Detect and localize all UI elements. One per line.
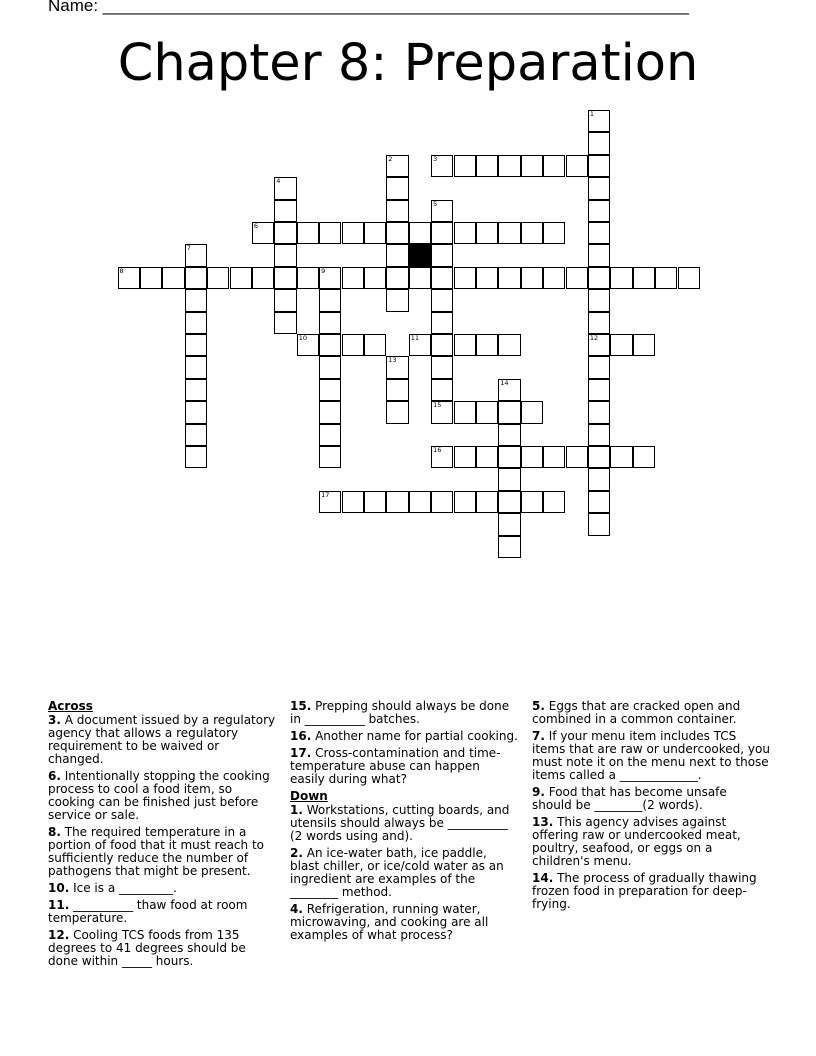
grid-cell[interactable] xyxy=(588,446,610,468)
grid-cell[interactable] xyxy=(588,289,610,311)
grid-cell[interactable] xyxy=(498,334,520,356)
grid-cell[interactable] xyxy=(409,491,431,513)
grid-cell[interactable] xyxy=(633,267,655,289)
grid-cell[interactable] xyxy=(386,200,408,222)
grid-cell[interactable] xyxy=(588,424,610,446)
black-square xyxy=(409,244,431,266)
clue-down-13: 13. This agency advises against offering raw or undercooked meat, poultry, seafood, or eggs on a children's menu. xyxy=(532,815,741,868)
clues-column-1 xyxy=(48,700,276,972)
grid-cell[interactable] xyxy=(431,289,453,311)
grid-cell[interactable] xyxy=(588,110,610,132)
grid-cell[interactable] xyxy=(476,446,498,468)
clue-down-5: 5. Eggs that are cracked open and combined in a common container. xyxy=(532,699,741,726)
grid-cell[interactable] xyxy=(498,424,520,446)
clue-down-9: 9. Food that has become unsafe should be ________(2 words). xyxy=(532,785,727,812)
clue-number-label: 17 xyxy=(321,490,330,499)
grid-cell[interactable] xyxy=(431,200,453,222)
grid-cell[interactable] xyxy=(319,379,341,401)
grid-cell[interactable] xyxy=(476,155,498,177)
grid-cell[interactable] xyxy=(431,267,453,289)
grid-cell[interactable] xyxy=(476,222,498,244)
grid-cell[interactable] xyxy=(386,356,408,378)
clue-number-label: 16 xyxy=(433,446,442,454)
grid-cell[interactable] xyxy=(454,401,476,423)
grid-cell[interactable] xyxy=(431,244,453,266)
grid-cell[interactable] xyxy=(386,491,408,513)
grid-cell[interactable] xyxy=(476,491,498,513)
grid-cell[interactable] xyxy=(386,267,408,289)
grid-cell[interactable] xyxy=(319,222,341,244)
grid-cell[interactable] xyxy=(454,491,476,513)
grid-cell[interactable] xyxy=(521,222,543,244)
grid-cell[interactable] xyxy=(610,446,632,468)
grid-cell[interactable] xyxy=(274,267,296,289)
grid-cell[interactable] xyxy=(252,222,274,244)
grid-cell[interactable] xyxy=(364,334,386,356)
clue-across-17: 17. Cross-contamination and time-temperature abuse can happen easily during what? xyxy=(290,746,501,786)
clue-number-label: 5 xyxy=(433,199,438,208)
grid-cell[interactable] xyxy=(185,401,207,423)
clue-down-7: 7. If your menu item includes TCS items that are raw or undercooked, you must note it on the menu next to those items called a _____________. xyxy=(532,729,770,782)
grid-cell[interactable] xyxy=(588,267,610,289)
grid-cell[interactable] xyxy=(543,446,565,468)
grid-cell[interactable] xyxy=(342,334,364,356)
grid-cell[interactable] xyxy=(431,401,453,423)
clue-across-16: 16. Another name for partial cooking. xyxy=(290,729,518,743)
grid-cell[interactable] xyxy=(566,155,588,177)
grid-cell[interactable] xyxy=(566,446,588,468)
grid-cell[interactable] xyxy=(498,267,520,289)
grid-cell[interactable] xyxy=(409,267,431,289)
grid-cell[interactable] xyxy=(431,312,453,334)
across-heading: Across xyxy=(48,699,93,713)
grid-cell[interactable] xyxy=(498,155,520,177)
grid-cell[interactable] xyxy=(454,446,476,468)
grid-cell[interactable] xyxy=(454,334,476,356)
clue-number-label: 7 xyxy=(186,244,191,253)
grid-cell[interactable] xyxy=(297,222,319,244)
grid-cell[interactable] xyxy=(274,312,296,334)
clue-down-2: 2. An ice-water bath, ice paddle, blast chiller, or ice/cold water as an ingredient are examples of the ________ method. xyxy=(290,846,504,899)
clue-across-15: 15. Prepping should always be done in __________ batches. xyxy=(290,699,510,726)
name-field-label: Name: ______________________________________________________________ xyxy=(48,0,689,15)
grid-cell[interactable] xyxy=(498,446,520,468)
grid-cell[interactable] xyxy=(610,267,632,289)
grid-cell[interactable] xyxy=(454,267,476,289)
grid-cell[interactable] xyxy=(274,200,296,222)
grid-cell[interactable] xyxy=(543,222,565,244)
clue-across-11: 11. __________ thaw food at room temperature. xyxy=(48,898,248,925)
grid-cell[interactable] xyxy=(543,491,565,513)
grid-cell[interactable] xyxy=(543,267,565,289)
grid-cell[interactable] xyxy=(185,356,207,378)
grid-cell[interactable] xyxy=(476,267,498,289)
page-title: Chapter 8: Preparation xyxy=(117,34,699,93)
clue-across-3: 3. A document issued by a regulatory agency that allows a regulatory requirement to be waived or changed. xyxy=(48,713,276,766)
clue-number-label: 3 xyxy=(433,154,438,163)
grid-cell[interactable] xyxy=(498,513,520,535)
grid-cell[interactable] xyxy=(521,446,543,468)
clues-column-2 xyxy=(290,700,518,946)
clue-number-label: 12 xyxy=(589,334,599,342)
grid-cell[interactable] xyxy=(207,267,229,289)
grid-cell[interactable] xyxy=(364,267,386,289)
grid-cell[interactable] xyxy=(185,334,207,356)
grid-cell[interactable] xyxy=(342,267,364,289)
clue-number-label: 11 xyxy=(410,334,419,342)
grid-cell[interactable] xyxy=(409,334,431,356)
grid-cell[interactable] xyxy=(498,536,520,558)
grid-cell[interactable] xyxy=(364,222,386,244)
grid-cell[interactable] xyxy=(319,289,341,311)
grid-cell[interactable] xyxy=(230,267,252,289)
grid-cell[interactable] xyxy=(431,446,453,468)
grid-cell[interactable] xyxy=(588,401,610,423)
grid-cell[interactable] xyxy=(252,267,274,289)
clue-across-12: 12. Cooling TCS foods from 135 degrees to 41 degrees should be done within _____ hours. xyxy=(48,928,246,968)
grid-cell[interactable] xyxy=(386,379,408,401)
clue-number-label: 15 xyxy=(433,401,442,410)
grid-cell[interactable] xyxy=(431,222,453,244)
grid-cell[interactable] xyxy=(454,155,476,177)
grid-cell[interactable] xyxy=(633,446,655,468)
clues-column-3 xyxy=(532,700,770,915)
grid-cell[interactable] xyxy=(274,244,296,266)
grid-cell[interactable] xyxy=(342,222,364,244)
grid-cell[interactable] xyxy=(521,267,543,289)
grid-cell[interactable] xyxy=(274,289,296,311)
grid-cell[interactable] xyxy=(498,491,520,513)
grid-cell[interactable] xyxy=(118,267,140,289)
grid-cell[interactable] xyxy=(274,177,296,199)
grid-cell[interactable] xyxy=(588,222,610,244)
grid-cell[interactable] xyxy=(319,446,341,468)
grid-cell[interactable] xyxy=(185,267,207,289)
clue-number-label: 6 xyxy=(253,222,259,230)
clue-across-10: 10. Ice is a _________. xyxy=(48,881,177,895)
grid-cell[interactable] xyxy=(588,200,610,222)
clue-number-label: 9 xyxy=(321,266,326,275)
grid-cell[interactable] xyxy=(386,155,408,177)
clue-number-label: 13 xyxy=(388,356,397,365)
grid-cell[interactable] xyxy=(431,334,453,356)
grid-cell[interactable] xyxy=(588,312,610,334)
grid-cell[interactable] xyxy=(386,222,408,244)
grid-cell[interactable] xyxy=(364,491,386,513)
grid-cell[interactable] xyxy=(185,289,207,311)
grid-cell[interactable] xyxy=(319,312,341,334)
clue-number-label: 2 xyxy=(388,154,393,163)
grid-cell[interactable] xyxy=(386,401,408,423)
grid-cell[interactable] xyxy=(498,401,520,423)
grid-cell[interactable] xyxy=(655,267,677,289)
clue-down-4: 4. Refrigeration, running water, microwaving, and cooking are all examples of what process? xyxy=(290,902,489,942)
clue-number-label: 1 xyxy=(589,110,595,118)
grid-cell[interactable] xyxy=(431,155,453,177)
grid-cell[interactable] xyxy=(588,513,610,535)
grid-cell[interactable] xyxy=(185,379,207,401)
grid-cell[interactable] xyxy=(185,424,207,446)
grid-cell[interactable] xyxy=(319,491,341,513)
grid-cell[interactable] xyxy=(140,267,162,289)
grid-cell[interactable] xyxy=(633,334,655,356)
grid-cell[interactable] xyxy=(162,267,184,289)
grid-cell[interactable] xyxy=(319,334,341,356)
grid-cell[interactable] xyxy=(319,267,341,289)
grid-cell[interactable] xyxy=(185,244,207,266)
grid-cell[interactable] xyxy=(476,334,498,356)
grid-cell[interactable] xyxy=(319,356,341,378)
grid-cell[interactable] xyxy=(588,379,610,401)
grid-cell[interactable] xyxy=(543,155,565,177)
grid-cell[interactable] xyxy=(386,289,408,311)
grid-cell[interactable] xyxy=(588,177,610,199)
grid-cell[interactable] xyxy=(431,491,453,513)
down-heading: Down xyxy=(290,789,328,803)
grid-cell[interactable] xyxy=(454,222,476,244)
grid-cell[interactable] xyxy=(342,491,364,513)
grid-cell[interactable] xyxy=(588,244,610,266)
grid-cell[interactable] xyxy=(498,222,520,244)
grid-cell[interactable] xyxy=(588,155,610,177)
grid-cell[interactable] xyxy=(588,334,610,356)
grid-cell[interactable] xyxy=(476,401,498,423)
grid-cell[interactable] xyxy=(409,222,431,244)
grid-cell[interactable] xyxy=(386,244,408,266)
clue-across-6: 6. Intentionally stopping the cooking process to cool a food item, so cooking can be finished just before service or sale. xyxy=(48,769,270,822)
grid-cell[interactable] xyxy=(386,177,408,199)
grid-cell[interactable] xyxy=(588,491,610,513)
grid-cell[interactable] xyxy=(521,401,543,423)
clue-down-1: 1. Workstations, cutting boards, and utensils should always be __________ (2 words using and). xyxy=(290,803,510,843)
grid-cell[interactable] xyxy=(610,334,632,356)
grid-cell[interactable] xyxy=(566,267,588,289)
clue-number-label: 8 xyxy=(119,266,124,275)
grid-cell[interactable] xyxy=(588,468,610,490)
clue-down-14: 14. The process of gradually thawing frozen food in preparation for deep-frying. xyxy=(532,871,757,911)
grid-cell[interactable] xyxy=(431,379,453,401)
grid-cell[interactable] xyxy=(185,312,207,334)
grid-cell[interactable] xyxy=(588,356,610,378)
grid-cell[interactable] xyxy=(297,334,319,356)
grid-cell[interactable] xyxy=(498,379,520,401)
grid-cell[interactable] xyxy=(521,491,543,513)
grid-cell[interactable] xyxy=(319,401,341,423)
clue-number-label: 10 xyxy=(298,334,307,342)
clue-across-8: 8. The required temperature in a portion of food that it must reach to sufficiently reduce the number of pathogens that might be present. xyxy=(48,825,264,878)
grid-cell[interactable] xyxy=(185,446,207,468)
grid-cell[interactable] xyxy=(588,132,610,154)
grid-cell[interactable] xyxy=(521,155,543,177)
grid-cell[interactable] xyxy=(274,222,296,244)
clue-number-label: 4 xyxy=(276,177,281,186)
clue-number-label: 14 xyxy=(500,378,509,387)
grid-cell[interactable] xyxy=(678,267,700,289)
grid-cell[interactable] xyxy=(431,356,453,378)
grid-cell[interactable] xyxy=(297,267,319,289)
grid-cell[interactable] xyxy=(319,424,341,446)
grid-cell[interactable] xyxy=(498,468,520,490)
